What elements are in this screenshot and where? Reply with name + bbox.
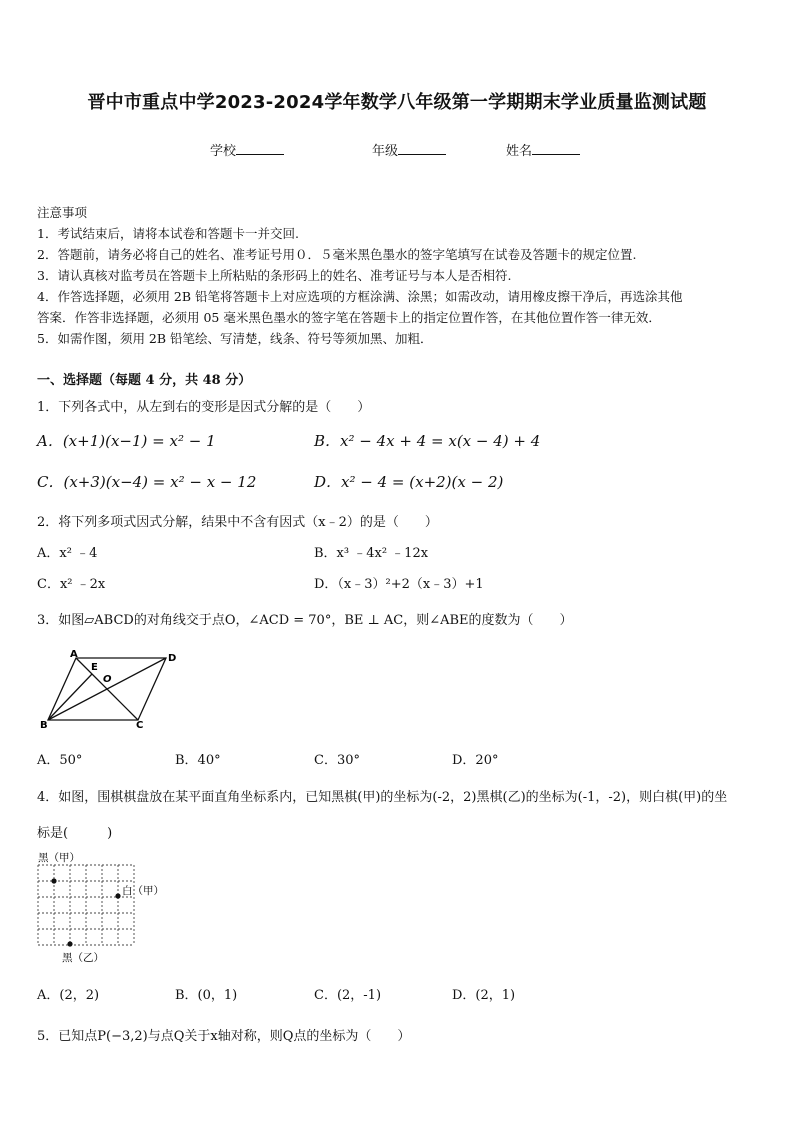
note-item: 5．如需作图，须用 2B 铅笔绘、写清楚，线条、符号等须加黑、加粗． — [37, 331, 433, 346]
label-b: B — [40, 720, 48, 730]
black-stone-jia — [51, 878, 56, 883]
question-3-option-b[interactable]: B．40° — [175, 753, 221, 768]
label-e: E — [91, 662, 98, 673]
notes-heading: 注意事项 — [37, 205, 88, 220]
label-a: A — [70, 649, 78, 660]
question-2-option-d[interactable]: D．（x﹣3）²+2（x﹣3）+1 — [314, 577, 484, 592]
question-1-stem: 1．下列各式中，从左到右的变形是因式分解的是（ ） — [37, 400, 371, 415]
note-item: 2．答题前，请务必将自己的姓名、准考证号用０．５毫米黑色墨水的签字笔填写在试卷及答题卡的规定位置. — [37, 247, 637, 262]
note-item: 答案．作答非选择题，必须用 05 毫米黑色墨水的签字笔在答题卡上的指定位置作答，在其他位置作答一律无效． — [37, 310, 661, 325]
note-item: 1．考试结束后，请将本试卷和答题卡一并交回. — [37, 226, 299, 241]
question-4-option-a[interactable]: A．(2，2) — [37, 988, 100, 1003]
note-item: 4．作答选择题，必须用 2B 铅笔将答题卡上对应选项的方框涂满、涂黑；如需改动，请用橡皮擦干净后，再选涂其他 — [37, 289, 683, 304]
label-black-yi: 黑（乙） — [62, 952, 104, 964]
segment-be — [48, 674, 92, 720]
diagonal-bd — [48, 658, 166, 720]
question-3-option-a[interactable]: A．50° — [37, 753, 83, 768]
parallelogram-figure — [36, 648, 186, 730]
question-1-option-d[interactable]: D．x² − 4 = (x+2)(x − 2) — [314, 473, 504, 491]
section-heading: 一、选择题（每题 4 分，共 48 分） — [37, 373, 252, 388]
name-field — [506, 140, 580, 159]
question-3-stem: 3．如图▱ABCD的对角线交于点O，∠ACD = 70°，BE ⊥ AC，则∠ABE的度数为（ ） — [37, 613, 573, 628]
question-4-option-c[interactable]: C．(2，-1) — [314, 988, 382, 1003]
question-1-option-c[interactable]: C．(x+3)(x−4) = x² − x − 12 — [37, 473, 257, 491]
question-2-stem: 2．将下列多项式因式分解，结果中不含有因式（x﹣2）的是（ ） — [37, 515, 438, 530]
question-4-option-b[interactable]: B．(0，1) — [175, 988, 238, 1003]
white-stone-jia — [115, 893, 120, 898]
label-d: D — [168, 653, 177, 664]
exam-title: 晋中市重点中学2023-2024学年数学八年级第一学期期末学业质量监测试题 — [87, 92, 707, 113]
grade-field — [372, 140, 446, 159]
school-label: 学校 — [210, 144, 237, 159]
school-field — [210, 140, 284, 159]
grade-label: 年级 — [372, 144, 399, 159]
question-4-stem-cont: 标是( ) — [37, 826, 113, 841]
label-o: O — [103, 674, 112, 685]
school-blank — [236, 142, 284, 155]
name-label: 姓名 — [506, 144, 533, 159]
note-item: 3．请认真核对监考员在答题卡上所粘贴的条形码上的姓名、准考证号与本人是否相符. — [37, 268, 512, 283]
question-4-stem: 4．如图，围棋棋盘放在某平面直角坐标系内，已知黑棋(甲)的坐标为(-2，2)黑棋(乙)的坐标为(-1，-2)，则白棋(甲)的坐 — [37, 790, 728, 805]
question-5-stem: 5．已知点P(−3,2)与点Q关于x轴对称，则Q点的坐标为（ ） — [37, 1029, 411, 1044]
label-black-jia: 黑（甲） — [38, 852, 80, 864]
grade-blank — [398, 142, 446, 155]
question-2-option-a[interactable]: A．x² ﹣4 — [37, 546, 98, 561]
black-stone-yi — [67, 941, 72, 946]
label-white-jia: 白（甲） — [122, 885, 164, 897]
go-board-figure — [34, 850, 174, 966]
question-2-option-b[interactable]: B．x³ ﹣4x² ﹣12x — [314, 546, 429, 561]
name-blank — [532, 142, 580, 155]
question-1-option-a[interactable]: A．(x+1)(x−1) = x² − 1 — [37, 432, 216, 450]
question-4-option-d[interactable]: D．(2，1) — [452, 988, 516, 1003]
label-c: C — [136, 720, 144, 730]
question-1-option-b[interactable]: B．x² − 4x + 4 = x(x − 4) + 4 — [314, 432, 541, 450]
question-3-option-c[interactable]: C．30° — [314, 753, 360, 768]
question-3-option-d[interactable]: D．20° — [452, 753, 499, 768]
question-2-option-c[interactable]: C．x² ﹣2x — [37, 577, 106, 592]
